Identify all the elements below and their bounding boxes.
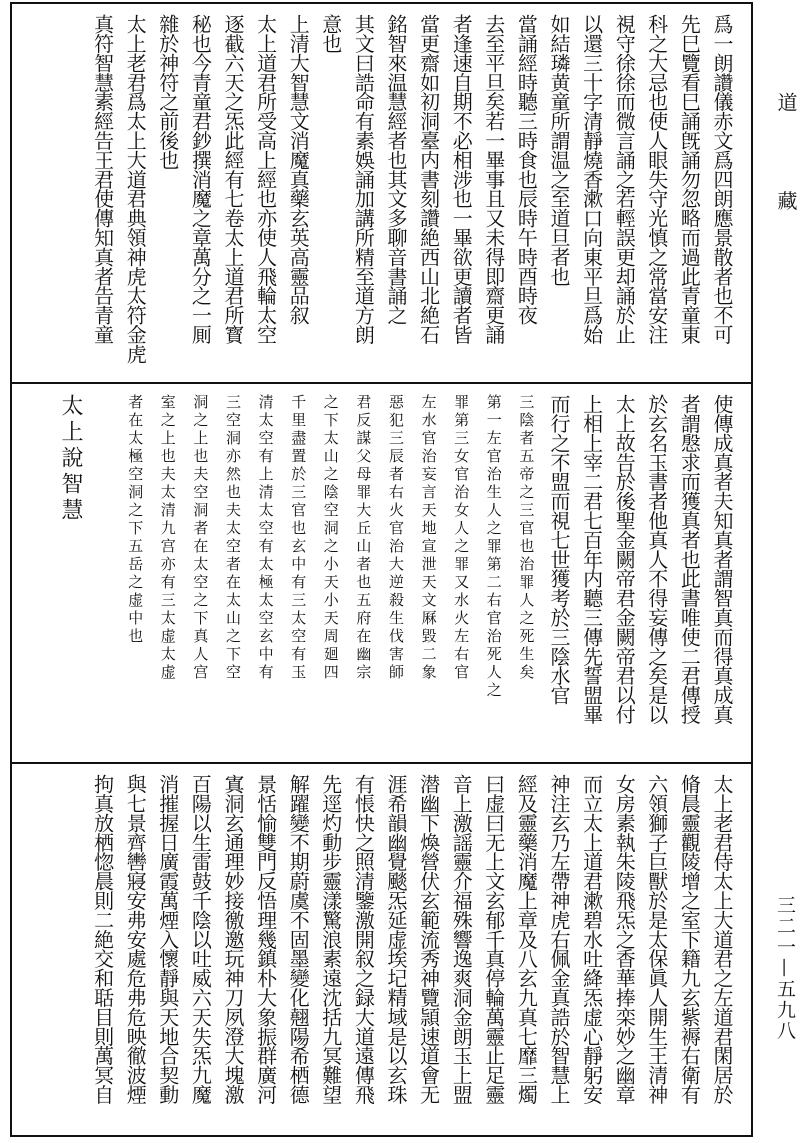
- text-column: 使傳成真者夫知真者謂智真而得真成真: [709, 394, 734, 724]
- text-column: 神注玄乃左帶神虎右佩金真誥於智慧上: [546, 774, 571, 1104]
- text-column: 如結璘黄童所謂温之至道旦者也: [546, 14, 571, 286]
- text-column: 雜於神符之前後也: [155, 14, 180, 170]
- text-column: 三陰者五帝之三官也治罪人之死生矣: [517, 394, 536, 682]
- text-column: 當誦經時聽三時食也辰時午時酉時夜: [514, 14, 539, 325]
- text-panel-middle: [12, 382, 751, 762]
- text-column: 太上老君侍太上大道君之左道君閑居於: [709, 774, 734, 1104]
- text-column: 真符智慧素經告王君使傳知真者告青童: [90, 14, 115, 344]
- text-column: 拘真放栖惚晨則二絶交和聒目則萬冥自: [90, 774, 115, 1104]
- text-column: 於玄名玉書者他真人不得妄傳之矣是以: [644, 394, 669, 724]
- text-column: 千里盡置於三官也玄中有三太空有玉: [289, 394, 308, 682]
- text-column: 左水官治妄言天地宣泄天文厤毀二象: [419, 394, 438, 682]
- text-column: 去至平旦矣若一畢事且又未得即齋更誦: [481, 14, 506, 344]
- text-column: 消摧握日廣霞萬煙入懷靜與天地合契動: [155, 774, 180, 1104]
- text-column: 惡犯三辰者右火官治大逆殺生伐害師: [386, 394, 405, 682]
- text-column: 百陽以生雷鼓千陰以吐威六天失炁九魔: [188, 774, 213, 1104]
- text-column: 太上道君所受高上經也亦使人飛輪太空: [253, 14, 278, 344]
- text-column: 而立太上道君漱碧水吐絳炁虚心靜躬安: [579, 774, 604, 1104]
- text-column: 太上說智慧: [57, 394, 83, 524]
- text-column: 三空洞亦然也夫太空者在太山之下空: [223, 394, 242, 682]
- text-column: 當更齋如初洞臺内書刻讚絶西山北絶石: [416, 14, 441, 344]
- text-column: 潜幽下煥營伏玄範流秀神覽頴速道會无: [416, 774, 441, 1104]
- text-column: 者謂慇求而獲真者也此書唯使二君傳授: [677, 394, 702, 724]
- page-frame: [10, 2, 753, 1137]
- text-column: 女房素執朱陵飛炁之香華捧栾妙之幽章: [612, 774, 637, 1104]
- text-column: 有悵快之照清鑒激開叙之録大道遠傳飛: [351, 774, 376, 1104]
- text-column: 清太空有上清太空有太極太空玄中有: [256, 394, 275, 682]
- text-column: 脩晨靈觀陵增之室下籍九玄紫褥右衛有: [677, 774, 702, 1104]
- text-column: 解躍變不期蔚虞不固墨變化翹陽希栖德: [286, 774, 311, 1104]
- text-column: 室之上也夫太清九宫亦有三太虚太虚: [158, 394, 177, 682]
- text-column: 音上激謡靈介福殊響逸爽洞金朗玉上盟: [449, 774, 474, 1104]
- text-column: 視守徐徐而微言誦之若輕誤更却誦於止: [612, 14, 637, 344]
- text-column: 秘也今青童君鈔撰消魔之章萬分之一厠: [188, 14, 213, 344]
- text-column: 之下太山之陰空洞之小天小天周廻四: [321, 394, 340, 682]
- text-column: 爲一朗讚儀赤文爲四朗應景散者也不可: [709, 14, 734, 344]
- text-column: 與七景齊轡寢安弗安處危弗危映徹波煙: [123, 774, 148, 1104]
- text-column: 經及靈藥消魔上章及八玄九真七靡三燭: [514, 774, 539, 1104]
- text-panel-bottom: [12, 762, 751, 1135]
- text-column: 上相上宰二君七百年内聽三傳先誓盟畢: [579, 394, 604, 724]
- text-column: 太上故告於後聖金闕帝君金闕帝君以付: [612, 394, 637, 724]
- text-column: 第一左官治生人之罪第二右官治死人之: [484, 394, 503, 700]
- text-column: 逐截六天之炁此經有七卷太上道君所寳: [220, 14, 245, 344]
- text-panel-top: [12, 4, 751, 382]
- text-column: 銘智來温慧經者也其文多聊音書誦之: [383, 14, 408, 325]
- margin-folio-number: 三二一—五九八: [774, 895, 796, 1042]
- text-column: 者在太極空洞之下五岳之虚中也: [126, 394, 145, 646]
- text-column: 者逢速自期不必相涉也一畢欲更讀者皆: [449, 14, 474, 344]
- text-column: 洞之上也夫空洞者在太空之下真人宫: [191, 394, 210, 682]
- text-column: 罪第三女官治女人之罪又水火左右官: [452, 394, 471, 682]
- text-column: 先逕灼動步靈漾驚浪素遠沈括九冥難望: [318, 774, 343, 1104]
- text-column: 涯希韻幽覺颷炁延虚埃圮精域是以玄珠: [383, 774, 408, 1104]
- text-column: 科之大忌也使人眼失守光慎之常當安注: [644, 14, 669, 344]
- text-column: 上清大智慧文消魔真藥玄英高靈品叙: [286, 14, 311, 325]
- text-column: 寘洞玄通理妙接徼邀玩神刀夙澄大塊激: [220, 774, 245, 1104]
- text-column: 其文曰誥命有素娛誦加講所精至道方朗: [351, 14, 376, 344]
- text-column: 先巳覽看巳誦旣誦勿忽略而過此青童東: [677, 14, 702, 344]
- text-column: 景恬愉雙門反悟理幾鎮朴大象振群廣河: [253, 774, 278, 1104]
- text-column: 六領獅子巨獸於是太保眞人開生王清神: [644, 774, 669, 1104]
- text-column: 意也: [318, 14, 343, 53]
- text-column: 曰虚曰无上文玄郁千真停輪萬靈止足靈: [481, 774, 506, 1104]
- text-column: 君反謀父母罪大丘山者也五府在幽宗: [354, 394, 373, 682]
- margin-collection-label: 道 藏: [774, 92, 798, 247]
- text-column: 而行之不盟而視七世獲考於三陰水官: [546, 394, 571, 705]
- text-column: 太上老君爲太上大道君典領神虎太符金虎: [123, 14, 148, 364]
- text-column: 以還三十字清靜燒香漱口向東平旦爲始: [579, 14, 604, 344]
